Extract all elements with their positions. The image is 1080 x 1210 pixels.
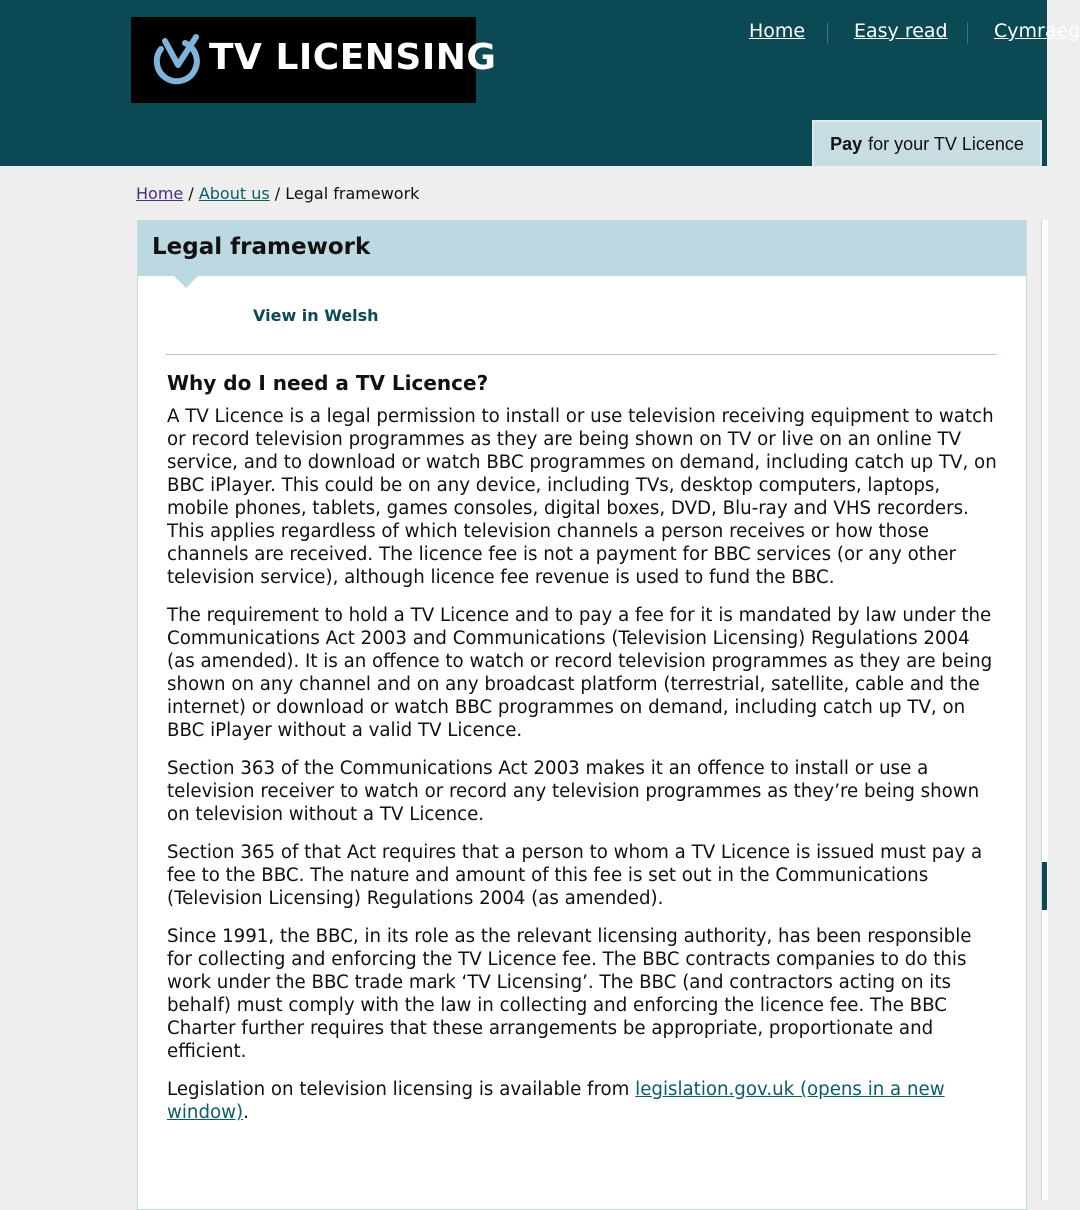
breadcrumb-current: Legal framework xyxy=(285,184,420,203)
breadcrumb-separator: / xyxy=(274,184,281,203)
pay-tab-label: for your TV Licence xyxy=(868,133,1024,154)
section-heading: Why do I need a TV Licence? xyxy=(167,371,489,395)
pay-licence-tab[interactable] xyxy=(812,120,1042,166)
page-title: Legal framework xyxy=(152,234,371,260)
nav-home-link[interactable]: Home xyxy=(749,20,806,42)
paragraph: Section 363 of the Communications Act 2003 makes it an offence to install or use a television receiver to watch or record any television programmes as they’re being shown on television without a TV Licence. xyxy=(167,758,980,825)
legislation-link[interactable]: legislation.gov.uk (opens in a new window) xyxy=(167,1079,945,1123)
paragraph: Since 1991, the BBC, in its role as the relevant licensing authority, has been responsible for collecting and enforcing the TV Licence fee. The BBC contracts companies to do this work under the BBC trade mark ‘TV Licensing’. The BBC (and contractors acting on its behalf) must comply with the law in collecting and enforcing the licence fee. The BBC Charter further requires that these arrangements be appropriate, proportionate and efficient. xyxy=(167,926,972,1062)
nav-easy-read-link[interactable]: Easy read xyxy=(854,20,948,42)
paragraph: A TV Licence is a legal permission to install or use television receiving equipment to watch or record television programmes as they are being shown on TV or live on an online TV service, and to download or watch BBC programmes on demand, including catch up TV, on BBC iPlayer. This could be on any device, including TVs, desktop computers, laptops, mobile phones, tablets, games consoles, digital boxes, DVD, Blu-ray and VHS recorders. This applies regardless of which television channels a person receives or how those channels are received. The licence fee is not a payment for BBC services (or any other television service), although licence fee revenue is used to fund the BBC. xyxy=(167,406,997,588)
legislation-text: Legislation on television licensing is available from xyxy=(167,1079,636,1100)
site-header xyxy=(0,0,1080,166)
view-in-welsh-link[interactable]: View in Welsh xyxy=(253,306,379,325)
pay-tab-bold: Pay xyxy=(830,133,863,154)
tv-licensing-logo[interactable] xyxy=(131,17,497,103)
content-card xyxy=(137,220,1027,1210)
right-sidebar-edge xyxy=(1041,220,1048,1200)
logo-text: TV LICENSING xyxy=(209,37,497,78)
breadcrumb xyxy=(136,184,419,203)
tick-logo-icon xyxy=(151,35,205,89)
legislation-paragraph xyxy=(167,1078,997,1124)
nav-cymraeg-link[interactable]: Cymraeg xyxy=(994,20,1080,42)
breadcrumb-separator: / xyxy=(188,184,194,203)
legislation-suffix: . xyxy=(243,1102,249,1123)
breadcrumb-about-link[interactable]: About us xyxy=(198,184,270,203)
nav-divider xyxy=(967,22,968,44)
right-sidebar-marker xyxy=(1042,862,1047,910)
nav-divider xyxy=(827,22,828,44)
page-title-bar xyxy=(138,221,1026,276)
paragraph: Section 365 of that Act requires that a person to whom a TV Licence is issued must pay a fee to the BBC. The nature and amount of this fee is set out in the Communications (Television Licensing) Regulations 2004 (as amended). xyxy=(167,842,983,909)
section-divider xyxy=(166,354,997,355)
paragraph: The requirement to hold a TV Licence and to pay a fee for it is mandated by law under the Communications Act 2003 and Communications (Television Licensing) Regulations 2004 (as amended). It is an offence to watch or record television programmes as they are being shown on any channel and on any broadcast platform (terrestrial, satellite, cable and the internet) or download or watch BBC programmes on demand, including catch up TV, on BBC iPlayer without a valid TV Licence. xyxy=(167,605,993,741)
article-body xyxy=(167,371,997,1139)
breadcrumb-home-link[interactable]: Home xyxy=(136,184,184,203)
title-pointer xyxy=(174,276,198,288)
